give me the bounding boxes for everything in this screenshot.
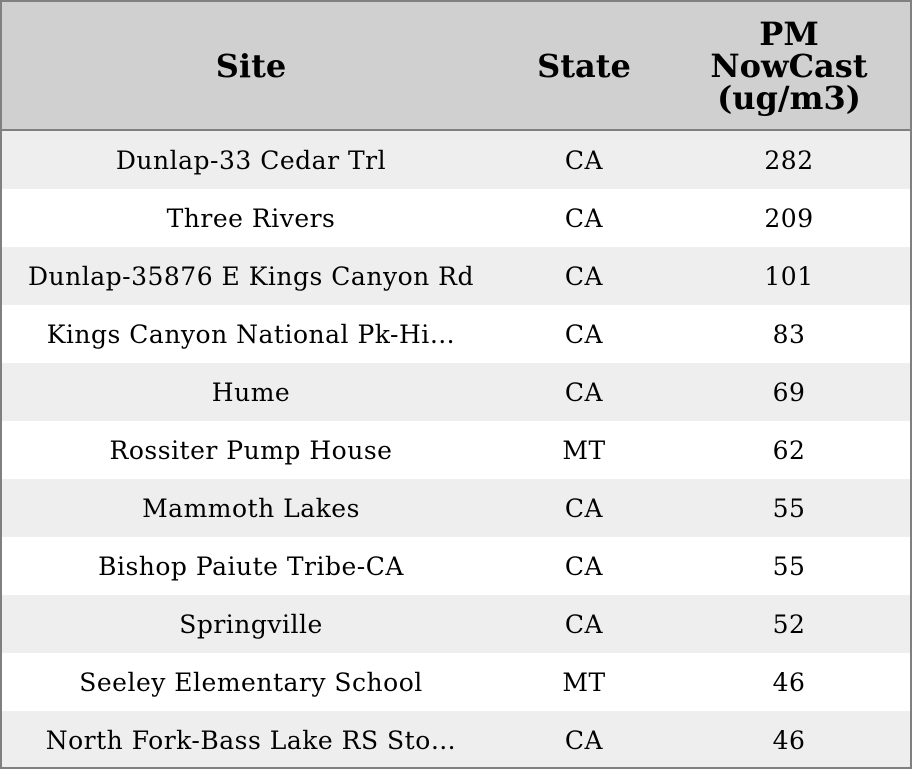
cell-site: Three Rivers xyxy=(166,203,336,233)
column-header-state-line: State xyxy=(537,46,631,85)
cell-state: CA xyxy=(564,551,604,581)
cell-site: Rossiter Pump House xyxy=(109,435,393,465)
cell-pm-nowcast: 209 xyxy=(764,203,814,233)
cell-pm-nowcast: 52 xyxy=(772,609,806,639)
column-header-pm-nowcast xyxy=(668,2,910,129)
table-row xyxy=(2,595,910,653)
cell-state: CA xyxy=(564,725,604,755)
cell-pm-nowcast: 55 xyxy=(772,493,806,523)
column-header-site xyxy=(2,2,500,129)
table-row xyxy=(2,131,910,189)
table-row xyxy=(2,363,910,421)
cell-site: Kings Canyon National Pk-Hi… xyxy=(46,319,456,349)
cell-state: CA xyxy=(564,261,604,291)
cell-state: MT xyxy=(562,435,606,465)
column-header-pm-line-1: PM xyxy=(759,14,819,53)
cell-pm-nowcast: 101 xyxy=(764,261,814,291)
cell-site: Dunlap-35876 E Kings Canyon Rd xyxy=(27,261,474,291)
table-row xyxy=(2,189,910,247)
column-header-pm-line-3: (ug/m3) xyxy=(717,78,861,117)
table-row xyxy=(2,537,910,595)
cell-pm-nowcast: 46 xyxy=(772,667,806,697)
cell-state: CA xyxy=(564,319,604,349)
cell-site: Hume xyxy=(211,377,291,407)
cell-site: Dunlap-33 Cedar Trl xyxy=(115,145,387,175)
cell-state: MT xyxy=(562,667,606,697)
cell-state: CA xyxy=(564,493,604,523)
column-header-pm-line-2: NowCast xyxy=(710,46,868,85)
cell-site: Bishop Paiute Tribe-CA xyxy=(98,551,404,581)
cell-site: Mammoth Lakes xyxy=(142,493,360,523)
cell-pm-nowcast: 55 xyxy=(772,551,806,581)
table-header-row xyxy=(2,2,910,131)
cell-site: Springville xyxy=(179,609,323,639)
column-header-site-line: Site xyxy=(215,46,287,85)
cell-state: CA xyxy=(564,145,604,175)
table-row xyxy=(2,479,910,537)
table-row xyxy=(2,653,910,711)
column-header-state xyxy=(500,2,668,129)
table-row xyxy=(2,247,910,305)
cell-pm-nowcast: 83 xyxy=(772,319,806,349)
cell-pm-nowcast: 69 xyxy=(772,377,806,407)
cell-state: CA xyxy=(564,609,604,639)
cell-pm-nowcast: 46 xyxy=(772,725,806,755)
table-row xyxy=(2,305,910,363)
cell-pm-nowcast: 282 xyxy=(764,145,814,175)
table-row xyxy=(2,421,910,479)
table-row xyxy=(2,711,910,769)
cell-site: Seeley Elementary School xyxy=(79,667,423,697)
cell-state: CA xyxy=(564,203,604,233)
cell-pm-nowcast: 62 xyxy=(772,435,806,465)
cell-state: CA xyxy=(564,377,604,407)
cell-site: North Fork-Bass Lake RS Sto… xyxy=(45,725,457,755)
